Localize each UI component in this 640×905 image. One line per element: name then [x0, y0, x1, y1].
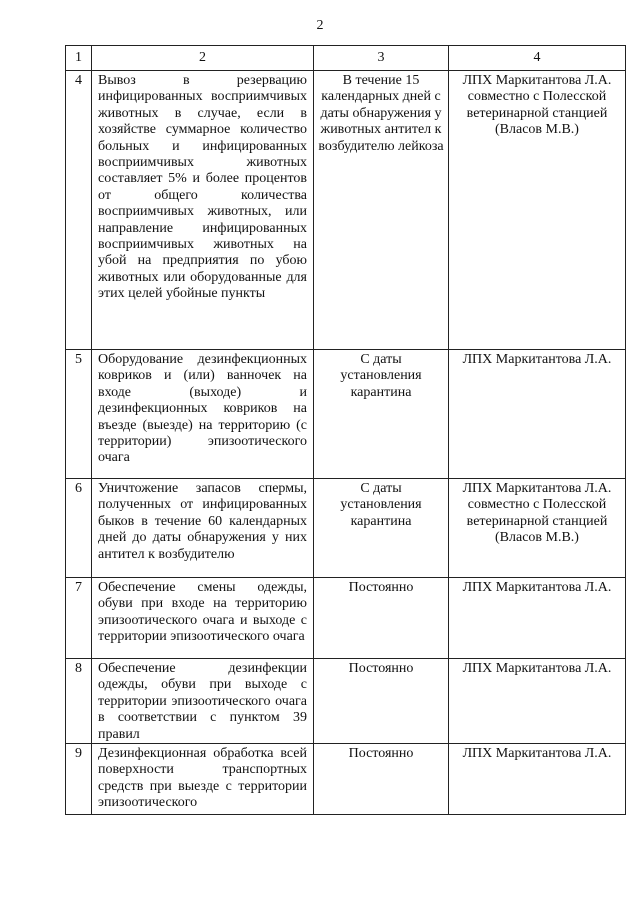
header-cell-4: 4 [449, 46, 626, 71]
table-header-row [66, 46, 626, 71]
table-row [66, 479, 626, 578]
table-row [66, 659, 626, 744]
header-cell-3: 3 [314, 46, 449, 71]
measure-description: Дезинфекционная обработка всей поверхности транспортных средств при выезде с территории эпизоотического [92, 744, 314, 815]
measure-term: Постоянно [314, 744, 449, 815]
measure-responsible: ЛПХ Маркитантова Л.А. совместно с Полесской ветеринарной станцией (Власов М.В.) [449, 479, 626, 578]
row-number: 4 [66, 71, 92, 350]
table-row [66, 578, 626, 659]
measure-term: Постоянно [314, 659, 449, 744]
measure-term: Постоянно [314, 578, 449, 659]
row-number: 7 [66, 578, 92, 659]
measure-responsible: ЛПХ Маркитантова Л.А. совместно с Полесской ветеринарной станцией (Власов М.В.) [449, 71, 626, 350]
table-row [66, 350, 626, 479]
measure-description: Обеспечение дезинфекции одежды, обуви при выходе с территории эпизоотического очага в соответствии с пунктом 39 правил [92, 659, 314, 744]
header-cell-2: 2 [92, 46, 314, 71]
row-number: 5 [66, 350, 92, 479]
row-number: 8 [66, 659, 92, 744]
measure-term: В течение 15 календарных дней с даты обнаружения у животных антител к возбудителю лейкоза [314, 71, 449, 350]
header-cell-1: 1 [66, 46, 92, 71]
row-number: 9 [66, 744, 92, 815]
row-number: 6 [66, 479, 92, 578]
page-number: 2 [316, 18, 324, 33]
measures-table [65, 45, 626, 815]
measure-description: Уничтожение запасов спермы, полученных от инфицированных быков в течение 60 календарных дней до даты обнаружения у них антител к возбудителю [92, 479, 314, 578]
measure-responsible: ЛПХ Маркитантова Л.А. [449, 744, 626, 815]
measure-term: С даты установления карантина [314, 350, 449, 479]
measure-description: Вывоз в резервацию инфицированных восприимчивых животных в случае, если в хозяйстве суммарное количество больных и инфицированных восприимчивых животных составляет 5% и более процентов от общего количества восприимчивых животных, или направление инфицированных восприимчивых животных на убой на предприятия по убою животных или оборудованные для этих целей убойные пункты [92, 71, 314, 350]
measure-responsible: ЛПХ Маркитантова Л.А. [449, 350, 626, 479]
measure-description: Оборудование дезинфекционных ковриков и (или) ванночек на входе (выходе) и дезинфекционных ковриков на въезде (выезде) на территорию (с территории) эпизоотического очага [92, 350, 314, 479]
measure-responsible: ЛПХ Маркитантова Л.А. [449, 578, 626, 659]
measure-description: Обеспечение смены одежды, обуви при входе на территорию эпизоотического очага и выходе с территории эпизоотического очага [92, 578, 314, 659]
measure-term: С даты установления карантина [314, 479, 449, 578]
table-row [66, 71, 626, 350]
measure-responsible: ЛПХ Маркитантова Л.А. [449, 659, 626, 744]
table-row [66, 744, 626, 815]
